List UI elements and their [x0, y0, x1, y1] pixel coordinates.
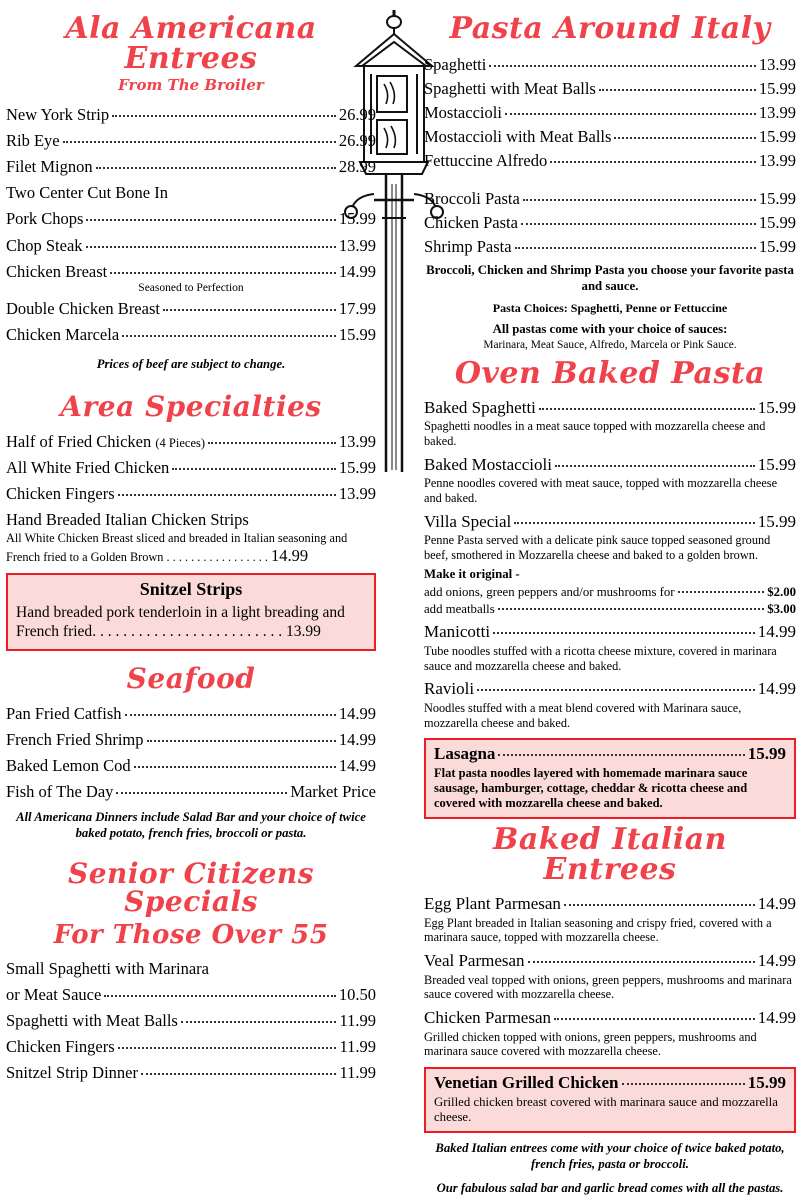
- leader-dots: [498, 608, 764, 610]
- item-price: 26.99: [338, 131, 376, 151]
- leader-dots: [493, 632, 755, 634]
- item-name: Egg Plant Parmesan: [424, 893, 561, 913]
- item-description: Tube noodles stuffed with a ricotta cheese mixture, covered in marinara sauce and mozzarella cheese and baked.: [424, 644, 777, 673]
- item-price: 13.99: [758, 55, 796, 74]
- menu-item: [6, 509, 376, 530]
- item-name: Rib Eye: [6, 131, 60, 151]
- leader-dots: [125, 714, 336, 716]
- leader-dots: [554, 1018, 755, 1020]
- pasta-note-choices: Pasta Choices: Spaghetti, Penne or Fettuccine: [492, 300, 728, 315]
- item-name: Venetian Grilled Chicken: [434, 1072, 619, 1092]
- menu-item: [6, 235, 376, 256]
- leader-dots: [112, 115, 336, 117]
- leader-dots: [172, 468, 336, 470]
- item-price: 15.99: [757, 454, 796, 474]
- section-title: Area Specialties: [60, 389, 322, 423]
- item-price: 14.99: [757, 679, 796, 699]
- section-subtitle: From The Broiler: [118, 76, 264, 94]
- highlight-box-lasagna: [424, 738, 796, 818]
- section-oven-baked-pasta: [424, 355, 796, 819]
- item-price: 14.99: [757, 950, 796, 970]
- section-footnote: Prices of beef are subject to change.: [96, 356, 286, 371]
- item-description-text: All White Chicken Breast sliced and breaded in Italian seasoning and French fried to a Golden Brown: [6, 531, 348, 564]
- item-description: Grilled chicken breast covered with marinara sauce and mozzarella cheese.: [434, 1094, 778, 1124]
- menu-item: [424, 126, 796, 147]
- menu-item: [424, 511, 796, 533]
- section-title: Seafood: [126, 661, 256, 695]
- menu-item: [6, 182, 376, 203]
- item-name: Mostaccioli: [424, 103, 502, 123]
- leader-dots: [63, 141, 336, 143]
- item-name: Spaghetti with Meat Balls: [6, 1011, 178, 1031]
- section-title: Baked Italian Entrees: [493, 821, 727, 887]
- item-price: 14.99: [271, 545, 309, 565]
- item-price: 17.99: [338, 298, 376, 318]
- item-price: 14.99: [757, 622, 796, 642]
- item-name: Manicotti: [424, 622, 491, 642]
- section-area-specialties: [6, 389, 376, 651]
- leader-dots: [521, 223, 756, 225]
- section-ala-americana: [6, 11, 376, 373]
- item-name: Chicken Parmesan: [424, 1007, 551, 1027]
- item-name: Ravioli: [424, 679, 475, 699]
- menu-item: [6, 729, 376, 750]
- make-it-original-label: Make it original -: [424, 566, 520, 581]
- leader-dots: [555, 465, 755, 467]
- leader-dots: [599, 89, 756, 91]
- leader-dots: [528, 961, 755, 963]
- menu-item: Hand breaded pork tenderloin in a light breading and French fried. . . . . . . . . . . . . . . . . . . . . . . . . 13.99: [16, 603, 345, 641]
- item-price: 13.99: [338, 431, 376, 451]
- item-description: All White Chicken Breast sliced and breaded in Italian seasoning and French fried to a Golden Brown . . . . . . . . . . . . . . . . . 14.99: [6, 531, 348, 565]
- item-price: 15.99: [757, 511, 796, 531]
- section-footnote: Baked Italian entrees come with your choice of twice baked potato, french fries, pasta or broccoli.: [435, 1140, 785, 1171]
- section-seafood: [6, 661, 376, 842]
- leader-dots: [489, 65, 756, 67]
- item-name: Filet Mignon: [6, 157, 93, 177]
- leader-dots: [116, 792, 287, 794]
- item-description: Hand breaded pork tenderloin in a light breading and French fried: [16, 603, 345, 641]
- item-name: Chicken Pasta: [424, 212, 518, 232]
- leader-dots: [505, 113, 756, 115]
- menu-item: [424, 397, 796, 419]
- item-name: Spaghetti: [424, 55, 487, 74]
- leader-dots: [163, 309, 336, 311]
- menu-item: [424, 621, 796, 643]
- addon-name: add onions, green peppers and/or mushrooms for: [424, 584, 675, 599]
- item-price: 15.99: [758, 127, 796, 147]
- menu-item: [424, 950, 796, 972]
- leader-dots: [86, 219, 335, 221]
- menu-item: [6, 156, 376, 177]
- section-subtitle: For Those Over 55: [53, 919, 329, 950]
- item-price: 14.99: [757, 893, 796, 913]
- item-qualifier: (4 Pieces): [155, 435, 206, 450]
- menu-item: [434, 743, 786, 765]
- pasta-note-sauce-list: Marinara, Meat Sauce, Alfredo, Marcela or Pink Sauce.: [483, 339, 737, 352]
- leader-dots: [539, 408, 755, 410]
- item-name: All White Fried Chicken: [6, 457, 170, 477]
- item-name: [6, 431, 205, 452]
- item-price: 13.99: [758, 103, 796, 123]
- section-title: Ala Americana Entrees: [65, 11, 317, 76]
- menu-item: [424, 54, 796, 75]
- leader-dots: [104, 995, 336, 997]
- leader-dots: [678, 591, 765, 593]
- highlight-box-venetian-grilled-chicken: [424, 1067, 796, 1133]
- addon-name: add meatballs: [424, 602, 495, 617]
- item-price: 11.99: [339, 1011, 376, 1031]
- menu-item: [6, 1010, 376, 1031]
- menu-item: [424, 454, 796, 476]
- item-name: Baked Lemon Cod: [6, 755, 131, 775]
- menu-item: [424, 78, 796, 99]
- menu-item: [424, 150, 796, 171]
- item-price: 10.50: [338, 984, 376, 1004]
- menu-item: [434, 1072, 786, 1094]
- leader-dots: [498, 754, 744, 756]
- leader-dots: [110, 272, 336, 274]
- item-price: 15.99: [747, 744, 786, 764]
- menu-item: [6, 958, 376, 979]
- menu-item: [424, 102, 796, 123]
- item-price: 11.99: [339, 1063, 376, 1083]
- leader-dots: [564, 904, 755, 906]
- menu-item: [6, 130, 376, 151]
- item-name: French Fried Shrimp: [6, 729, 144, 749]
- item-description: Grilled chicken topped with onions, green peppers, mushrooms and marinara sauce covered with mozzarella cheese.: [424, 1029, 757, 1059]
- item-name: Chicken Fingers: [6, 1037, 115, 1057]
- section-title: Oven Baked Pasta: [454, 355, 766, 391]
- menu-item: [424, 1007, 796, 1029]
- item-price: 14.99: [338, 729, 376, 749]
- addon-price: $2.00: [767, 584, 796, 599]
- item-name: Shrimp Pasta: [424, 236, 512, 256]
- menu-item: [424, 236, 796, 257]
- item-note: Seasoned to Perfection: [138, 281, 244, 294]
- item-name: Chicken Breast: [6, 261, 108, 281]
- leader-dots: [86, 246, 336, 248]
- item-name: Spaghetti with Meat Balls: [424, 79, 596, 99]
- menu-item: [6, 1062, 376, 1083]
- menu-item: [6, 1036, 376, 1057]
- item-price: 15.99: [338, 324, 376, 344]
- item-price: 28.99: [338, 157, 376, 177]
- item-price: 15.99: [758, 236, 796, 256]
- item-price: 13.99: [338, 235, 376, 255]
- leader-dots: [147, 740, 336, 742]
- item-price: 15.99: [747, 1072, 786, 1092]
- section-footnote: All Americana Dinners include Salad Bar and your choice of twice baked potato, french fries, broccoli or pasta.: [16, 810, 366, 840]
- menu-item: [6, 755, 376, 776]
- item-name: Fettuccine Alfredo: [424, 151, 548, 171]
- item-name: Two Center Cut Bone In: [6, 183, 168, 203]
- menu-item: [424, 212, 796, 233]
- menu-item: [6, 431, 376, 452]
- menu-item: [6, 984, 376, 1005]
- item-name: Mostaccioli with Meat Balls: [424, 127, 612, 147]
- menu-item: [6, 261, 376, 282]
- item-price: 15.99: [338, 209, 376, 229]
- item-name: Pork Chops: [6, 209, 84, 229]
- section-title: Pasta Around Italy: [449, 11, 771, 46]
- item-price: 13.99: [285, 623, 321, 641]
- item-name: or Meat Sauce: [6, 984, 102, 1004]
- section-footnote: Our fabulous salad bar and garlic bread comes with all the pastas.: [436, 1180, 784, 1195]
- leader-dots: [96, 167, 336, 169]
- item-price: 15.99: [758, 212, 796, 232]
- item-name: Chicken Marcela: [6, 324, 120, 344]
- addon-item: [424, 584, 796, 600]
- item-price: 15.99: [338, 457, 376, 477]
- item-name: Baked Mostaccioli: [424, 454, 552, 474]
- item-name: Lasagna: [434, 744, 496, 764]
- item-price: 15.99: [757, 397, 796, 417]
- item-name: Broccoli Pasta: [424, 188, 520, 208]
- left-column: [6, 0, 376, 1083]
- item-price: 13.99: [758, 151, 796, 171]
- menu-item: [6, 457, 376, 478]
- item-name: Snitzel Strip Dinner: [6, 1063, 138, 1083]
- addon-item: [424, 601, 796, 617]
- leader-dots: [477, 689, 755, 691]
- item-price: 14.99: [757, 1007, 796, 1027]
- menu-item: [6, 781, 376, 802]
- item-description: Flat pasta noodles layered with homemade marinara sauce sausage, hamburger, cottage, cheddar & ricotta cheese and covered with mozzarella cheese and baked.: [434, 766, 748, 810]
- item-name: Small Spaghetti with Marinara: [6, 958, 210, 978]
- leader-dots: [614, 137, 755, 139]
- highlight-box-snitzel-strips: [6, 573, 376, 650]
- item-name: Chop Steak: [6, 235, 83, 255]
- item-description: Noodles stuffed with a meat blend covered with Marinara sauce, mozzarella cheese and baked.: [424, 701, 742, 730]
- item-price: 14.99: [338, 755, 376, 775]
- leader-dots: [550, 161, 756, 163]
- item-price: 15.99: [758, 79, 796, 99]
- item-description: Breaded veal topped with onions, green peppers, mushrooms and marinara sauce covered with mozzarella cheese.: [424, 972, 792, 1002]
- leader-dots: [208, 442, 336, 444]
- pasta-note-sauces: All pastas come with your choice of sauces:: [492, 322, 728, 337]
- item-name: Villa Special: [424, 511, 512, 531]
- item-price: 14.99: [338, 261, 376, 281]
- menu-item: [424, 188, 796, 209]
- box-title: Snitzel Strips: [139, 579, 243, 600]
- leader-dots: [118, 494, 336, 496]
- item-price: 13.99: [338, 483, 376, 503]
- section-pasta-around-italy: [424, 11, 796, 353]
- leader-dots: [622, 1083, 745, 1085]
- section-baked-italian-entrees: [424, 821, 796, 1197]
- leader-dots: [515, 247, 756, 249]
- item-name: Fish of The Day: [6, 782, 114, 802]
- item-description: Penne Pasta served with a delicate pink sauce topped seasoned ground beef, smothered in Mozzarella cheese and baked to a golden brown.: [424, 533, 771, 563]
- leader-dots: [141, 1073, 337, 1075]
- item-name: Double Chicken Breast: [6, 298, 160, 318]
- item-description: Spaghetti noodles in a meat sauce topped with mozzarella cheese and baked.: [424, 419, 766, 449]
- leader-dots: [523, 199, 756, 201]
- item-name: New York Strip: [6, 105, 110, 124]
- menu-item: [6, 208, 376, 229]
- section-title: Senior Citizens Specials: [67, 856, 315, 918]
- item-price: 26.99: [338, 105, 376, 124]
- item-name: Chicken Fingers: [6, 483, 115, 503]
- menu-item: [6, 483, 376, 504]
- item-price: 14.99: [338, 703, 376, 723]
- leader-dots: [118, 1047, 337, 1049]
- addon-price: $3.00: [767, 602, 796, 617]
- menu-item: [424, 678, 796, 700]
- item-price: 15.99: [758, 188, 796, 208]
- menu-item: [6, 703, 376, 724]
- item-description: Egg Plant breaded in Italian seasoning and crispy fried, covered with a marinara sauce, topped with mozzarella cheese.: [424, 915, 772, 945]
- item-description: Penne noodles covered with meat sauce, topped with mozzarella cheese and baked.: [424, 476, 778, 506]
- menu-item: [424, 893, 796, 915]
- item-price: 11.99: [339, 1037, 376, 1057]
- item-name: Pan Fried Catfish: [6, 703, 122, 723]
- item-name: Hand Breaded Italian Chicken Strips: [6, 509, 249, 529]
- menu-item: [6, 298, 376, 319]
- leader-dots: [134, 766, 336, 768]
- menu-item: [6, 104, 376, 125]
- leader-dots: [181, 1021, 337, 1023]
- leader-dots: [514, 522, 754, 524]
- item-name: Baked Spaghetti: [424, 397, 536, 417]
- leader-dots: [122, 335, 336, 337]
- item-name: Veal Parmesan: [424, 950, 525, 970]
- right-column: [424, 0, 796, 1197]
- item-name-text: Half of Fried Chicken: [6, 431, 152, 451]
- section-senior-specials: [6, 856, 376, 1084]
- item-price: Market Price: [290, 782, 376, 802]
- menu-item: [6, 324, 376, 345]
- pasta-note-choose: Broccoli, Chicken and Shrimp Pasta you choose your favorite pasta and sauce.: [426, 262, 794, 293]
